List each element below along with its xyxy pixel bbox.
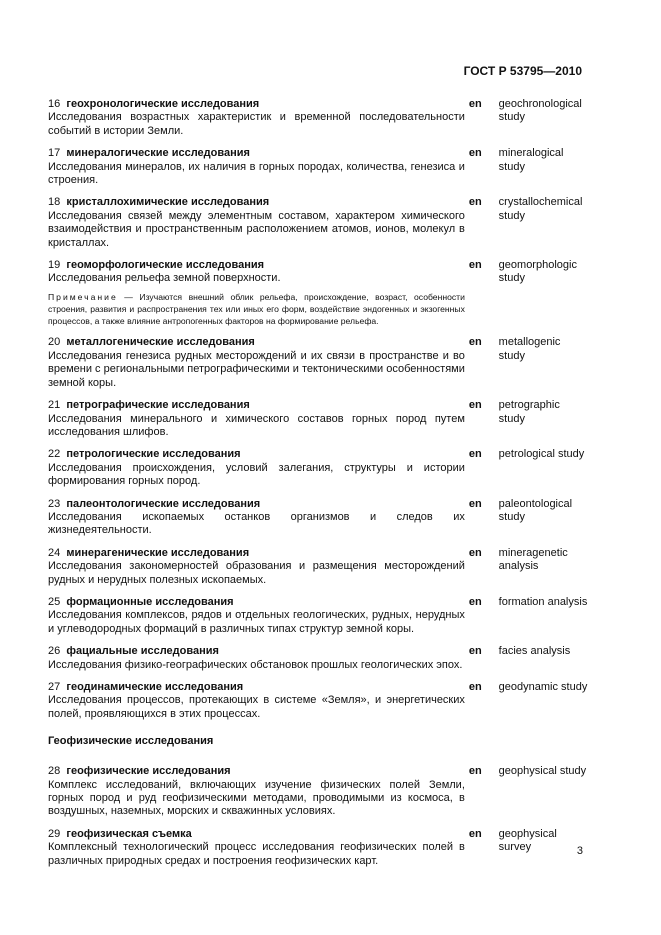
term-number: 19: [48, 259, 61, 272]
term-line: [48, 98, 465, 111]
term-definition: Комплексный технологический процесс исследования геофизических полей в различных природных средах и построения геофизических карт.: [48, 841, 465, 867]
term-number: 26: [48, 645, 61, 658]
term-number: 28: [48, 765, 61, 778]
term-definition: Исследования ископаемых останков организмов и следов их жизнедеятельности.: [48, 510, 465, 537]
term-main: [48, 448, 465, 488]
term-main: [48, 498, 465, 538]
term-line: [48, 259, 465, 272]
language-code: en: [468, 765, 482, 778]
term-number: 27: [48, 681, 61, 694]
english-equivalent: geophysical study: [498, 765, 587, 778]
term-group: [48, 765, 588, 868]
term-line: [48, 498, 465, 511]
note-label: Примечание: [48, 291, 118, 302]
terms-content: [48, 98, 588, 877]
term-definition: Исследования процессов, протекающих в системе «Земля», и энергетических полей, проявляющихся в этих процессах.: [48, 694, 465, 720]
english-equivalent: geodynamic study: [498, 681, 588, 694]
term-entry: [48, 147, 588, 187]
term-number: 20: [48, 336, 61, 349]
term-definition: Комплекс исследований, включающих изучение физических полей Земли, горных пород и руд геофизическими методами, проводимыми из космоса, в воздушных, наземных, морских и скважинных условиях.: [48, 778, 465, 818]
language-code: en: [468, 196, 482, 209]
term-definition: Исследования генезиса рудных месторождений и их связи в пространстве и во времени с региональными петрографическими и тектоническими особенностями земной коры.: [48, 349, 465, 389]
term-main: [48, 596, 465, 636]
term-definition: Исследования комплексов, рядов и отдельных геологических, рудных, нерудных и углеводородных формаций в различных типах структур земной коры.: [48, 609, 465, 635]
term-main: [48, 98, 465, 138]
term-main: [48, 336, 465, 390]
term-line: [48, 645, 465, 658]
term-number: 24: [48, 546, 61, 559]
english-equivalent: petrological study: [498, 448, 585, 461]
term-main: [48, 645, 465, 672]
term-line: [48, 147, 465, 160]
term-note: [48, 291, 465, 328]
term-number: 29: [48, 827, 61, 840]
language-code: en: [468, 645, 482, 658]
english-equivalent: geomorphologic study: [498, 259, 577, 285]
page-number: 3: [576, 845, 583, 857]
term-definition: Исследования закономерностей образования и размещения месторождений рудных и нерудных полезных ископаемых.: [48, 560, 465, 586]
term-name: кристаллохимические исследования: [66, 196, 270, 209]
term-entry: [48, 498, 588, 538]
term-number: 22: [48, 448, 61, 461]
term-group: [48, 98, 588, 721]
language-code: en: [468, 595, 482, 608]
term-definition: Исследования рельефа земной поверхности.: [48, 272, 281, 285]
term-definition: Исследования минерального и химического составов горных пород путем исследования шлифов.: [48, 412, 465, 438]
english-equivalent: facies analysis: [498, 645, 571, 658]
language-code: en: [468, 827, 482, 840]
term-main: [48, 196, 465, 250]
term-entry: [48, 399, 588, 439]
term-entry: [48, 259, 588, 327]
term-line: [48, 765, 465, 778]
term-name: геохронологические исследования: [66, 98, 260, 110]
term-entry: [48, 196, 588, 250]
term-name: геофизические исследования: [66, 765, 231, 778]
term-main: [48, 547, 465, 587]
term-entry: [48, 547, 588, 587]
english-equivalent: petrographic study: [498, 399, 560, 425]
term-line: [48, 681, 465, 694]
term-entry: [48, 765, 588, 819]
term-name: минералогические исследования: [66, 147, 250, 160]
language-code: en: [468, 681, 482, 694]
language-code: en: [468, 399, 482, 412]
term-line: [48, 399, 465, 412]
english-equivalent: geophysical survey: [498, 827, 557, 854]
term-definition: Исследования происхождения, условий залегания, структуры и истории формирования горных пород.: [48, 461, 465, 488]
term-entry: [48, 828, 588, 868]
term-name: петрологические исследования: [66, 448, 241, 461]
term-name: металлогенические исследования: [66, 336, 255, 349]
term-number: 18: [48, 196, 61, 209]
language-code: en: [468, 98, 482, 110]
term-name: геоморфологические исследования: [66, 259, 265, 272]
english-equivalent: paleontological study: [498, 497, 573, 523]
term-entry: [48, 645, 588, 672]
term-name: петрографические исследования: [66, 399, 250, 412]
note-text: — Изучаются внешний облик рельефа, происхождение, возраст, особенности строения, развития и распространения тех или иных его форм, воздействие эндогенных и экзогенных процессов, а также влияние антропогенных факторов на формирование рельефа.: [48, 291, 465, 327]
standard-header: ГОСТ Р 53795—2010: [463, 64, 582, 78]
term-number: 25: [48, 595, 61, 608]
english-equivalent: crystallochemical study: [498, 196, 583, 222]
term-definition: Исследования связей между элементным составом, характером химического взаимодействия и пространственным расположением атомов, ионов, молекул в кристаллах.: [48, 209, 465, 249]
term-entry: [48, 596, 588, 636]
term-main: [48, 828, 465, 868]
term-entry: [48, 98, 588, 138]
english-equivalent: mineralogical study: [498, 147, 564, 173]
english-equivalent: metallogenic study: [498, 336, 561, 362]
term-entry: [48, 448, 588, 488]
term-number: 16: [48, 98, 61, 110]
term-line: [48, 448, 465, 461]
term-number: 23: [48, 497, 61, 510]
language-code: en: [468, 147, 482, 160]
term-name: геофизическая съемка: [66, 827, 192, 840]
language-code: en: [468, 546, 482, 559]
section-heading: Геофизические исследования: [48, 735, 214, 748]
term-name: формационные исследования: [66, 595, 234, 608]
term-name: геодинамические исследования: [66, 681, 244, 694]
language-code: en: [468, 448, 482, 461]
english-equivalent: geochronological study: [498, 98, 582, 124]
term-number: 21: [48, 399, 61, 412]
term-line: [48, 828, 465, 841]
term-line: [48, 336, 465, 349]
language-code: en: [468, 336, 482, 349]
term-definition: Исследования физико-географических обстановок прошлых геологических эпох.: [48, 658, 463, 671]
term-entry: [48, 336, 588, 390]
term-name: фациальные исследования: [66, 645, 219, 658]
term-name: минерагенические исследования: [66, 546, 250, 559]
term-main: [48, 147, 465, 187]
term-definition: Исследования минералов, их наличия в горных породах, количества, генезиса и строения.: [48, 160, 465, 187]
english-equivalent: formation analysis: [498, 595, 588, 608]
term-main: [48, 765, 465, 819]
term-main: [48, 399, 465, 439]
term-number: 17: [48, 147, 61, 160]
term-definition: Исследования возрастных характеристик и временной последовательности событий в истории Земли.: [48, 111, 465, 137]
language-code: en: [468, 259, 482, 272]
term-line: [48, 547, 465, 560]
english-equivalent: mineragenetic analysis: [498, 546, 568, 573]
term-line: [48, 596, 465, 609]
term-main: [48, 259, 465, 327]
term-line: [48, 196, 465, 209]
term-entry: [48, 681, 588, 721]
language-code: en: [468, 497, 482, 510]
term-name: палеонтологические исследования: [66, 497, 261, 510]
term-main: [48, 681, 465, 721]
